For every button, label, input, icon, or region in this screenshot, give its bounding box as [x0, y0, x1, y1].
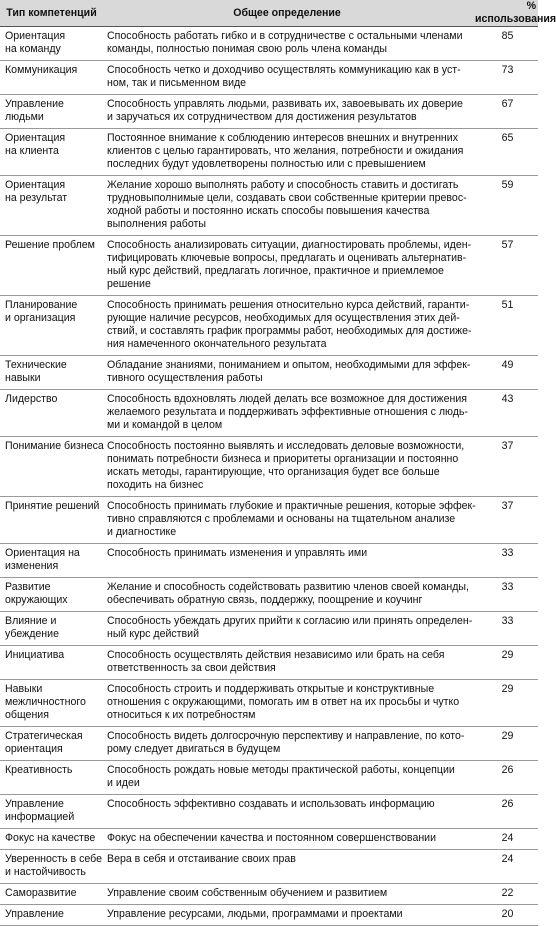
table-row: [0, 61, 538, 95]
competency-type-cell-line: на команду: [5, 43, 61, 55]
competency-type-cell-line: Инициатива: [5, 649, 65, 661]
table-row: [0, 390, 538, 437]
table-header: [0, 0, 556, 27]
competency-definition-cell-line: клиентов с целью гарантировать, что желания, потребности и ожидания: [107, 145, 464, 157]
competency-definition-cell: [103, 437, 471, 497]
competency-definition-cell-line: ный курс действий, предлагать логичное, практичное и приемлемое: [107, 265, 444, 277]
competency-type-cell-line: Управление: [5, 908, 64, 920]
competency-definition-cell: [103, 761, 471, 795]
usage-percent-cell: 37: [471, 497, 538, 544]
competency-definition-cell: [103, 884, 471, 905]
competency-definition-cell-line: ствий, и составлять график программы работ, необходимых для достиже-: [107, 325, 472, 337]
competency-definition-cell-line: Способность принимать изменения и управлять ими: [107, 547, 368, 559]
competency-type-cell: [0, 578, 103, 612]
header-row: [0, 0, 538, 27]
table-row: [0, 761, 538, 795]
competency-type-cell-line: окружающих: [5, 594, 68, 606]
competency-definition-cell-line: относиться к их потребностям: [107, 709, 256, 721]
competency-definition-cell: [103, 356, 471, 390]
competency-definition-cell-line: и диагностике: [107, 526, 177, 538]
table-row: [0, 680, 538, 727]
competency-definition-cell-line: рому следует двигаться в будущем: [107, 743, 281, 755]
competency-type-cell-line: убеждение: [5, 628, 59, 640]
competency-definition-cell-line: Вера в себя и отстаивание своих прав: [107, 853, 296, 865]
competency-definition-cell-line: Способность рождать новые методы практической работы, концепции: [107, 764, 455, 776]
competency-definition-cell: [103, 497, 476, 544]
competency-definition-cell-line: Желание хорошо выполнять работу и способность ставить и достигать: [107, 179, 459, 191]
table-row: [0, 795, 538, 829]
competency-type-cell: [0, 437, 103, 497]
competency-type-cell: [0, 884, 103, 905]
usage-percent-cell: 29: [471, 727, 538, 761]
competency-type-cell-line: информацией: [5, 811, 75, 823]
competency-type-cell: [0, 27, 103, 61]
competency-type-cell: [0, 727, 103, 761]
competency-definition-cell-line: понимать потребности бизнеса и приоритеты организации и постоянно: [107, 453, 459, 465]
usage-percent-cell: 51: [471, 296, 538, 356]
competency-definition-cell-line: Обладание знаниями, пониманием и опытом, необходимыми для эффек-: [107, 359, 471, 371]
competency-definition-cell-line: тивно справляются с проблемами и основаны на тщательном анализе: [107, 513, 456, 525]
competency-type-cell: [0, 829, 103, 850]
competency-definition-cell: [103, 795, 471, 829]
competency-type-cell: [0, 176, 103, 236]
usage-percent-cell: 26: [471, 761, 538, 795]
table-row: [0, 27, 538, 61]
usage-percent-cell: 33: [471, 612, 538, 646]
competency-definition-cell-line: ный курс действий: [107, 628, 199, 640]
competency-type-cell-line: общения: [5, 709, 49, 721]
competency-type-cell: [0, 761, 103, 795]
competency-definition-cell-line: Постоянное внимание к соблюдению интересов внешних и внутренних: [107, 132, 458, 144]
usage-percent-cell: 22: [471, 884, 538, 905]
usage-percent-cell: 59: [471, 176, 538, 236]
usage-percent-cell: 85: [471, 27, 538, 61]
competency-type-cell-line: ориентация: [5, 743, 63, 755]
competency-definition-cell-line: Способность постоянно выявлять и исследовать деловые возможности,: [107, 440, 465, 452]
table-row: [0, 727, 538, 761]
competency-type-cell-line: Планирование: [5, 299, 78, 311]
competency-type-cell: [0, 356, 103, 390]
competency-type-cell-line: Управление: [5, 98, 64, 110]
table-row: [0, 829, 538, 850]
competency-definition-cell-line: ния намеченного окончательного результата: [107, 338, 327, 350]
usage-percent-cell: 67: [471, 95, 538, 129]
competency-definition-cell-line: и идеи: [107, 777, 140, 789]
usage-percent-cell: 20: [471, 905, 538, 926]
table-row: [0, 356, 538, 390]
competency-type-cell-line: изменения: [5, 560, 59, 572]
competency-definition-cell: [103, 646, 471, 680]
usage-percent-cell: 26: [471, 795, 538, 829]
competency-definition-cell-line: Способность принимать решения относительно курса действий, гаранти-: [107, 299, 470, 311]
competency-definition-cell: [103, 390, 471, 437]
competency-type-cell-line: Ориентация: [5, 179, 66, 191]
competency-definition-cell: [103, 612, 471, 646]
table-row: [0, 296, 538, 356]
table-row: [0, 884, 538, 905]
competency-definition-cell-line: решение: [107, 278, 151, 290]
competency-definition-cell-line: тивного осуществления работы: [107, 372, 263, 384]
table-row: [0, 437, 538, 497]
competency-type-cell-line: Решение проблем: [5, 239, 95, 251]
table-row: [0, 612, 538, 646]
competency-type-cell-line: Ориентация: [5, 132, 66, 144]
usage-percent-cell: 33: [471, 544, 538, 578]
competency-type-cell-line: Уверенность в себе: [5, 853, 103, 865]
competency-type-cell-line: Фокус на качестве: [5, 832, 96, 844]
competency-type-cell: [0, 129, 103, 176]
competency-type-cell: [0, 497, 103, 544]
competency-type-cell-line: межличностного: [5, 696, 86, 708]
competency-definition-cell-line: ном, так и письменном виде: [107, 77, 247, 89]
competency-definition-cell-line: рующие наличие ресурсов, необходимых для осуществления этих дей-: [107, 312, 460, 324]
competency-type-cell-line: Навыки: [5, 683, 43, 695]
competency-type-cell: [0, 544, 103, 578]
competency-definition-cell: [103, 578, 471, 612]
usage-percent-cell: 29: [471, 646, 538, 680]
competency-type-cell: [0, 850, 103, 884]
competency-definition-cell-line: искать методы, гарантирующие, что организация будет все больше: [107, 466, 440, 478]
competency-type-cell-line: Понимание бизнеса: [5, 440, 104, 452]
table-row: [0, 176, 538, 236]
competency-definition-cell-line: Фокус на обеспечении качества и постоянном совершенствовании: [107, 832, 437, 844]
competency-type-cell-line: Саморазвитие: [5, 887, 77, 899]
competency-type-cell-line: Влияние и: [5, 615, 57, 627]
competency-definition-cell: [103, 95, 471, 129]
competency-definition-cell-line: Способность управлять людьми, развивать их, завоевывать их доверие: [107, 98, 463, 110]
table-row: [0, 544, 538, 578]
competency-type-cell: [0, 390, 103, 437]
competency-type-cell-line: Ориентация на: [5, 547, 80, 559]
competency-definition-cell: [103, 680, 471, 727]
usage-percent-cell: 57: [471, 236, 538, 296]
competency-definition-cell-line: Способность принимать глубокие и практичные решения, которые эффек-: [107, 500, 476, 512]
competency-type-cell-line: на результат: [5, 192, 68, 204]
competency-type-cell-line: и организация: [5, 312, 76, 324]
competency-type-cell: [0, 905, 103, 926]
competency-definition-cell: [103, 27, 471, 61]
competency-definition-cell-line: Способность строить и поддерживать открытые и конструктивные: [107, 683, 435, 695]
competency-type-cell-line: людьми: [5, 111, 44, 123]
competency-type-cell-line: Ориентация: [5, 30, 66, 42]
competency-definition-cell: [103, 61, 471, 95]
competency-definition-cell: [103, 727, 471, 761]
competency-definition-cell-line: Способность вдохновлять людей делать все возможное для достижения: [107, 393, 467, 405]
table-row: [0, 905, 538, 926]
header-general-definition: Общее определение: [103, 0, 471, 27]
competency-type-cell: [0, 296, 103, 356]
competency-type-cell-line: Принятие решений: [5, 500, 100, 512]
table-row: [0, 497, 538, 544]
table-row: [0, 236, 538, 296]
competency-definition-cell-line: Управление своим собственным обучением и развитием: [107, 887, 388, 899]
competency-definition-cell-line: Способность видеть долгосрочную перспективу и направление, по кото-: [107, 730, 465, 742]
competency-definition-cell-line: Способность осуществлять действия независимо или брать на себя: [107, 649, 445, 661]
competency-definition-cell: [103, 829, 471, 850]
table-row: [0, 646, 538, 680]
competency-definition-cell-line: походить на бизнес: [107, 479, 204, 491]
table-body: [0, 27, 538, 926]
competency-definition-cell-line: и заручаться их сотрудничеством для достижения результатов: [107, 111, 417, 123]
usage-percent-cell: 24: [471, 850, 538, 884]
competency-definition-cell: [103, 236, 471, 296]
competency-type-cell: [0, 680, 103, 727]
competency-definition-cell-line: Способность четко и доходчиво осуществлять коммуникацию как в уст-: [107, 64, 461, 76]
competency-definition-cell-line: трудновыполнимые цели, создавать свои собственные критерии превос-: [107, 192, 467, 204]
competency-type-cell-line: навыки: [5, 372, 41, 384]
competency-definition-cell-line: Способность работать гибко и в сотрудничестве с остальными членами: [107, 30, 463, 42]
competency-definition-cell-line: ответственность за свои действия: [107, 662, 276, 674]
competency-definition-cell-line: ходной работы и постоянно искать способы повышения качества: [107, 205, 430, 217]
usage-percent-cell: 37: [471, 437, 538, 497]
competency-type-cell-line: Коммуникация: [5, 64, 78, 76]
competency-type-cell: [0, 646, 103, 680]
competency-type-cell-line: на клиента: [5, 145, 59, 157]
usage-percent-cell: 49: [471, 356, 538, 390]
competency-type-cell: [0, 61, 103, 95]
header-usage-percent: % использования: [471, 0, 538, 27]
competency-type-cell: [0, 236, 103, 296]
competency-definition-cell: [103, 296, 471, 356]
competency-definition-cell-line: Способность убеждать других прийти к согласию или принять определен-: [107, 615, 473, 627]
competency-definition-cell-line: отношения с окружающими, помогать им в ответ на их просьбы и чутко: [107, 696, 460, 708]
competency-definition-cell: [103, 850, 471, 884]
table-row: [0, 95, 538, 129]
table-row: [0, 129, 538, 176]
competency-definition-cell-line: Способность эффективно создавать и использовать информацию: [107, 798, 435, 810]
competency-type-cell-line: Технические: [5, 359, 67, 371]
competency-definition-cell: [103, 129, 471, 176]
usage-percent-cell: 73: [471, 61, 538, 95]
usage-percent-cell: 43: [471, 390, 538, 437]
competency-definition-cell-line: Способность анализировать ситуации, диагностировать проблемы, иден-: [107, 239, 472, 251]
competency-definition-cell-line: последних будут удовлетворены полностью или с превышением: [107, 158, 426, 170]
competency-definition-cell-line: выполнения работы: [107, 218, 206, 230]
table-row: [0, 850, 538, 884]
table-row: [0, 578, 538, 612]
competency-definition-cell-line: обеспечивать обратную связь, поддержку, поощрение и коучинг: [107, 594, 423, 606]
usage-percent-cell: 33: [471, 578, 538, 612]
competency-definition-cell-line: желаемого результата и поддерживать эффективные отношения с людь-: [107, 406, 468, 418]
competency-type-cell-line: Развитие: [5, 581, 51, 593]
competency-definition-cell-line: ми и командой в целом: [107, 419, 223, 431]
competency-definition-cell: [103, 176, 471, 236]
competency-definition-cell: [103, 544, 471, 578]
competency-type-cell: [0, 795, 103, 829]
usage-percent-cell: 29: [471, 680, 538, 727]
competency-type-cell-line: Управление: [5, 798, 64, 810]
competency-definition-cell-line: тифицировать ключевые вопросы, предлагать и оценивать альтернатив-: [107, 252, 467, 264]
competency-definition-cell-line: команды, полностью понимая свою роль члена команды: [107, 43, 388, 55]
competency-type-cell-line: Лидерство: [5, 393, 58, 405]
competency-type-cell-line: Стратегическая: [5, 730, 83, 742]
competency-type-cell: [0, 95, 103, 129]
competency-type-cell: [0, 612, 103, 646]
competency-definition-cell-line: Желание и способность содействовать развитию членов своей команды,: [107, 581, 469, 593]
competency-type-cell-line: Креативность: [5, 764, 73, 776]
usage-percent-cell: 24: [471, 829, 538, 850]
competency-definition-cell: [103, 905, 471, 926]
usage-percent-cell: 65: [471, 129, 538, 176]
competency-definition-cell-line: Управление ресурсами, людьми, программами и проектами: [107, 908, 403, 920]
header-competency-type: Тип компетенций: [0, 0, 103, 27]
competency-type-cell-line: и настойчивость: [5, 866, 86, 878]
